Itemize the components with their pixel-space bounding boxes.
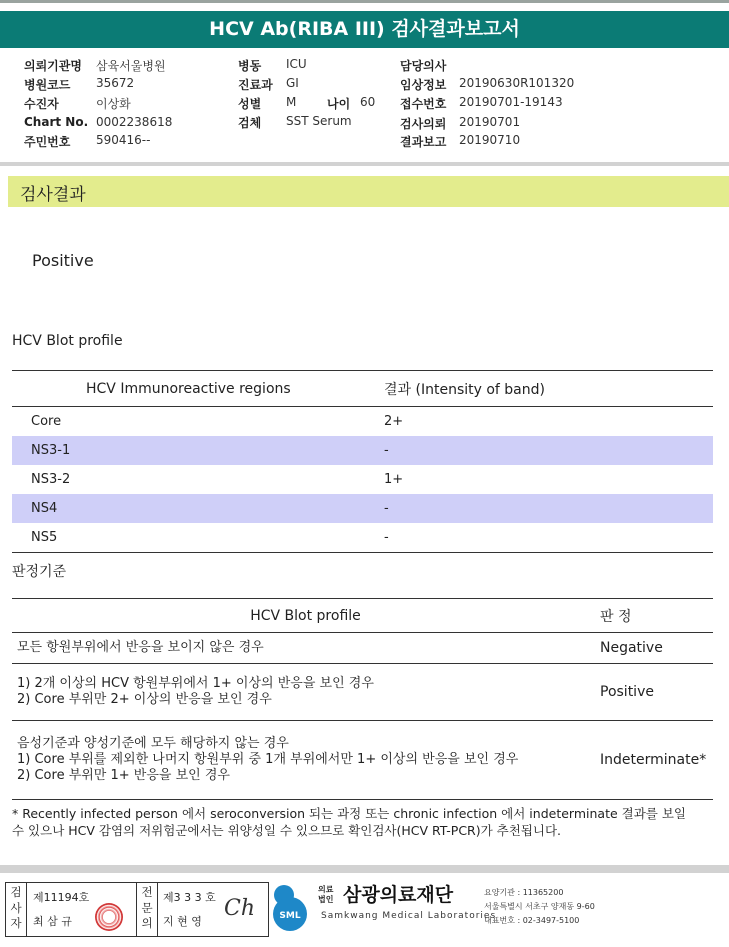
info-label: 병동	[238, 59, 262, 73]
signature-role-label	[6, 883, 27, 936]
info-value: M	[286, 95, 297, 109]
signature-role-label	[136, 883, 158, 936]
info-label: 성별	[238, 97, 262, 111]
info-value: 60	[360, 95, 376, 109]
label-char: 문	[141, 900, 153, 915]
company-english-name: Samkwang Medical Laboratories	[321, 911, 497, 921]
info-value: 590416--	[96, 133, 151, 147]
corp-type-line: 법인	[318, 895, 334, 904]
table-row	[12, 494, 713, 523]
label-char: 검	[10, 885, 22, 899]
region-cell: NS3-1	[12, 436, 383, 465]
footnote-line: * Recently infected person 에서 seroconversion 되는 과정 또는 chronic infection 에서 indeterminate 결과를 보일	[12, 806, 686, 821]
blot-profile-table	[12, 370, 713, 553]
judgment-cell: Negative	[599, 633, 713, 664]
info-value: 20190701-19143	[459, 95, 563, 109]
company-address: 서울특별시 서초구 양재동 9-60	[484, 902, 595, 911]
region-cell: Core	[31, 414, 62, 429]
label-char: 전	[141, 885, 153, 899]
criteria-line: 음성기준과 양성기준에 모두 해당하지 않는 경우	[17, 736, 289, 751]
signer-name: 지 현 영	[163, 915, 202, 928]
label-char: 사	[10, 900, 22, 915]
institution-code: 요양기관 : 11365200	[484, 888, 564, 897]
result-cell: 2+	[384, 414, 404, 429]
info-value: 20190710	[459, 133, 521, 147]
table-row	[12, 721, 713, 800]
info-label: 진료과	[238, 78, 273, 92]
result-cell: -	[383, 494, 713, 523]
criteria-title: 판정기준	[12, 564, 67, 580]
region-cell: NS3-2	[31, 472, 71, 487]
table-header-row	[12, 599, 713, 633]
info-label: 주민번호	[24, 135, 71, 149]
info-label: 임상정보	[400, 78, 447, 92]
company-name: 삼광의료재단	[343, 884, 454, 906]
blot-profile-title: HCV Blot profile	[12, 333, 123, 349]
label-char: 의	[141, 916, 153, 930]
top-rule	[0, 0, 729, 3]
criteria-line: 1) Core 부위를 제외한 나머지 항원부위 중 1개 부위에서만 1+ 이상의 반응을 보인 경우	[17, 752, 519, 767]
criteria-line: 1) 2개 이상의 HCV 항원부위에서 1+ 이상의 반응을 보인 경우	[17, 676, 374, 691]
info-label: 나이	[327, 97, 351, 111]
result-cell: 1+	[384, 472, 404, 487]
section-divider	[0, 162, 729, 166]
criteria-table	[12, 598, 713, 800]
logo-text: SML	[279, 911, 301, 921]
info-label: 접수번호	[400, 97, 447, 111]
info-label: 담당의사	[400, 59, 447, 73]
table-row	[12, 465, 713, 494]
info-value: 이상화	[96, 97, 131, 111]
info-value: 20190630R101320	[459, 76, 575, 90]
info-label: 검사의뢰	[400, 117, 447, 131]
table-row	[12, 436, 713, 465]
info-label: 검체	[238, 116, 262, 130]
result-section-title: 검사결과	[20, 185, 86, 205]
criteria-cell	[12, 633, 599, 664]
result-value: Positive	[32, 251, 94, 270]
result-cell: -	[383, 523, 713, 553]
criteria-cell	[12, 721, 599, 800]
criteria-cell	[12, 664, 599, 721]
signer-name: 최 삼 규	[33, 915, 72, 928]
criteria-line: 2) Core 부위만 2+ 이상의 반응을 보인 경우	[17, 692, 272, 707]
table-row	[12, 407, 713, 437]
result-cell: -	[383, 436, 713, 465]
judgment-cell: Indeterminate*	[599, 721, 713, 800]
table-header-row	[12, 371, 713, 407]
handwritten-signature: Ch	[224, 896, 256, 921]
footnote	[12, 805, 720, 839]
info-value: SST Serum	[286, 114, 352, 128]
column-header: 결과 (Intensity of band)	[383, 371, 713, 407]
column-header: HCV Immunoreactive regions	[12, 371, 383, 407]
criteria-line: 2) Core 부위만 1+ 반응을 보인 경우	[17, 768, 230, 783]
seal-stamp	[95, 903, 123, 931]
company-phone: 대표번호 : 02-3497-5100	[484, 916, 580, 925]
result-section-header	[8, 176, 729, 207]
info-label: 의뢰기관명	[24, 59, 82, 73]
corp-type-line: 의료	[318, 885, 334, 894]
patient-info	[0, 55, 729, 155]
judgment-cell: Positive	[599, 664, 713, 721]
report-title: HCV Ab(RIBA III) 검사결과보고서	[0, 11, 729, 48]
column-header: HCV Blot profile	[12, 599, 599, 633]
criteria-line: 모든 항원부위에서 반응을 보이지 않은 경우	[17, 640, 264, 655]
license-number: 제3 3 3 호	[163, 891, 216, 904]
table-row	[12, 664, 713, 721]
license-number: 제11194호	[33, 891, 90, 904]
info-label: 결과보고	[400, 135, 447, 149]
label-char: 자	[10, 916, 22, 930]
corp-type	[318, 885, 333, 905]
info-value: 35672	[96, 76, 135, 90]
footnote-line: 수 있으나 HCV 감염의 저위험군에서는 위양성일 수 있으므로 확인검사(HCV RT-PCR)가 추천됩니다.	[12, 823, 562, 838]
info-value: 20190701	[459, 115, 521, 129]
info-value: 삼육서울병원	[96, 59, 166, 73]
info-label: 수진자	[24, 97, 59, 111]
info-value: GI	[286, 76, 299, 90]
info-label: 병원코드	[24, 78, 71, 92]
column-header: 판 정	[599, 599, 713, 633]
info-value: ICU	[286, 57, 307, 71]
region-cell: NS5	[12, 523, 383, 553]
info-label: Chart No.	[24, 115, 89, 129]
footer-divider	[0, 865, 729, 873]
sml-logo-icon	[270, 882, 310, 932]
region-cell: NS4	[12, 494, 383, 523]
info-value: 0002238618	[96, 115, 173, 129]
table-row	[12, 633, 713, 664]
table-row	[12, 523, 713, 553]
